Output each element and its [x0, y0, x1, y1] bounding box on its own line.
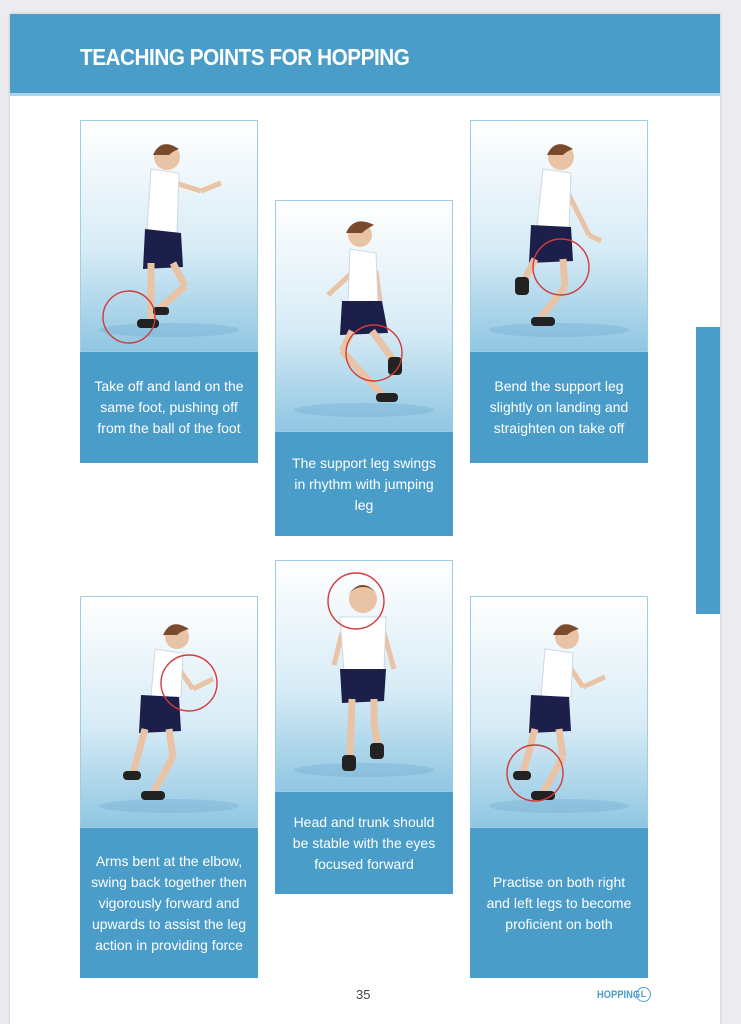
- hopping-photo-5: [275, 560, 453, 792]
- hopping-photo-2: [275, 200, 453, 432]
- teaching-card-5: [275, 560, 453, 894]
- side-tab: [696, 327, 720, 614]
- teaching-card-4: [80, 596, 258, 978]
- teaching-caption-2: The support leg swings in rhythm with jumping leg: [275, 432, 453, 536]
- level-badge-icon: L: [636, 987, 651, 1002]
- hopping-photo-4: [80, 596, 258, 828]
- hopping-photo-1: [80, 120, 258, 352]
- hopping-photo-3: [470, 120, 648, 352]
- teaching-caption-5: Head and trunk should be stable with the eyes focused forward: [275, 792, 453, 894]
- document-page: [10, 14, 720, 1024]
- teaching-card-2: [275, 200, 453, 536]
- page-title: TEACHING POINTS FOR HOPPING: [80, 44, 410, 70]
- teaching-card-6: [470, 596, 648, 978]
- page-number: 35: [356, 987, 371, 1002]
- teaching-caption-6: Practise on both right and left legs to become proficient on both: [470, 828, 648, 978]
- section-label: HOPPING: [597, 989, 641, 1001]
- teaching-caption-1: Take off and land on the same foot, pushing off from the ball of the foot: [80, 352, 258, 463]
- teaching-caption-3: Bend the support leg slightly on landing and straighten on take off: [470, 352, 648, 463]
- teaching-caption-4: Arms bent at the elbow, swing back together then vigorously forward and upwards to assist the leg action in providing force: [80, 828, 258, 978]
- teaching-card-3: [470, 120, 648, 463]
- hopping-photo-6: [470, 596, 648, 828]
- teaching-card-1: [80, 120, 258, 463]
- page-header: [10, 14, 720, 96]
